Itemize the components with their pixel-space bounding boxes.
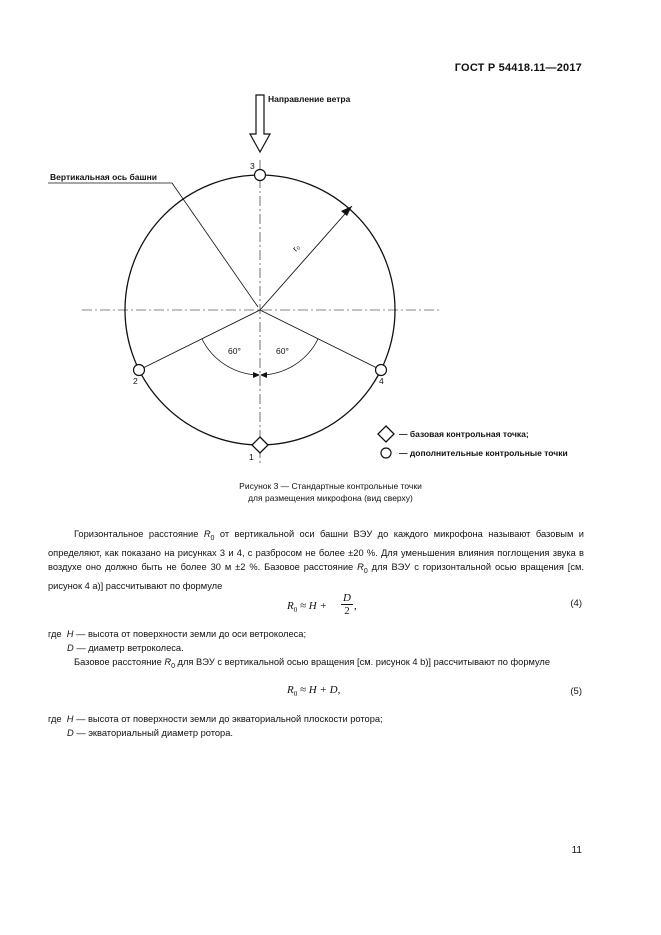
radius-line (260, 206, 352, 310)
p1-text-b: от вертикальной оси башни ВЭУ до каждого микрофона называют базовым и определяют, как показано на рисунках 3 и 4, с разбросом не более ±20 %. Для уменьшения влияния поглощения звука в воздухе оно должно быть не более 30 м ±2 %. Базовое расстояние (48, 529, 584, 572)
angle-arc-left (202, 339, 258, 375)
angle-arrow-right-icon (260, 372, 267, 378)
tower-axis-label: Вертикальная ось башни (50, 172, 157, 182)
point-1-diamond-icon (252, 437, 268, 453)
where-word: где (48, 714, 62, 724)
r0-symbol: R (164, 657, 172, 667)
angle-label-right: 60° (276, 346, 289, 356)
line-to-point-4 (260, 310, 381, 370)
r0-subscript: 0 (171, 662, 175, 670)
line-to-point-2 (139, 310, 260, 370)
r0-subscript: 0 (363, 567, 368, 575)
formula-5 (287, 684, 340, 698)
w4-symbol: D (67, 728, 74, 738)
legend-diamond-icon (378, 426, 394, 442)
legend-base-label: — базовая контрольная точка; (399, 429, 529, 439)
w1-text: — высота от поверхности земли до оси ветроколеса; (76, 629, 307, 639)
axis-leader-line (172, 183, 258, 307)
p1-text-a: Горизонтальное расстояние (74, 529, 204, 539)
w2-symbol: D (67, 643, 74, 653)
point-3-circle-icon (255, 170, 266, 181)
wind-direction-label: Направление ветра (268, 94, 351, 104)
radius-arrowhead-icon (341, 206, 352, 216)
wind-arrow-icon (250, 95, 270, 152)
legend-extra-label: — дополнительные контрольные точки (399, 448, 568, 458)
standard-designation: ГОСТ Р 54418.11—2017 (454, 62, 582, 74)
w2-text: — диаметр ветроколеса. (76, 643, 184, 653)
f4-denominator: 2 (344, 605, 350, 617)
f4-lhs-sub: 0 (293, 606, 298, 615)
where-line-4 (67, 726, 233, 740)
f5-rhs: ≈ H + D, (299, 684, 341, 696)
w3-symbol: H (66, 714, 74, 724)
f4-lhs: R (287, 600, 294, 612)
p2-text-a: Базовое расстояние (74, 657, 165, 667)
equation-number-4: (4) (570, 598, 582, 609)
point-2-label: 2 (133, 376, 138, 386)
angle-label-left: 60° (228, 346, 241, 356)
equation-number-5: (5) (570, 686, 582, 697)
f4-rhs: ≈ H + (299, 600, 327, 612)
paragraph-2 (48, 655, 584, 674)
point-2-circle-icon (134, 365, 145, 376)
w1-symbol: H (66, 629, 74, 639)
legend-circle-icon (381, 448, 391, 458)
point-4-label: 4 (379, 376, 384, 386)
angle-arc-right (262, 339, 318, 375)
where-word: где (48, 629, 62, 639)
figure-caption (0, 480, 661, 504)
where-line-1 (48, 627, 306, 641)
p1-text-c: для ВЭУ с горизонтальной осью вращения [см. рисунок 4 a)] рассчитывают по формуле (48, 561, 585, 591)
where-line-3 (48, 712, 383, 726)
f4-tail: , (354, 600, 357, 612)
page-number: 11 (571, 845, 582, 856)
point-1-label: 1 (249, 452, 254, 462)
paragraph-1 (48, 527, 584, 593)
angle-arrow-left-icon (253, 372, 260, 378)
point-4-circle-icon (376, 365, 387, 376)
caption-line-1: Рисунок 3 — Стандартные контрольные точки (239, 481, 422, 491)
radius-label: r₀ (290, 241, 302, 254)
r0-symbol: R (357, 561, 364, 572)
w3-text: — высота от поверхности земли до экваториальной плоскости ротора; (76, 714, 383, 724)
point-3-label: 3 (250, 161, 255, 171)
f5-lhs: R (287, 684, 294, 696)
f5-lhs-sub: 0 (293, 690, 298, 699)
r0-symbol: R (203, 529, 211, 539)
r0-subscript: 0 (210, 534, 215, 542)
f4-fraction (341, 592, 353, 618)
f4-numerator: D (341, 592, 353, 605)
where-line-2 (67, 641, 184, 655)
w4-text: — экваториальный диаметр ротора. (76, 728, 233, 738)
caption-line-2: для размещения микрофона (вид сверху) (248, 493, 413, 503)
p2-text-b: для ВЭУ с вертикальной осью вращения [см. рисунок 4 b)] рассчитывают по формуле (174, 657, 551, 667)
